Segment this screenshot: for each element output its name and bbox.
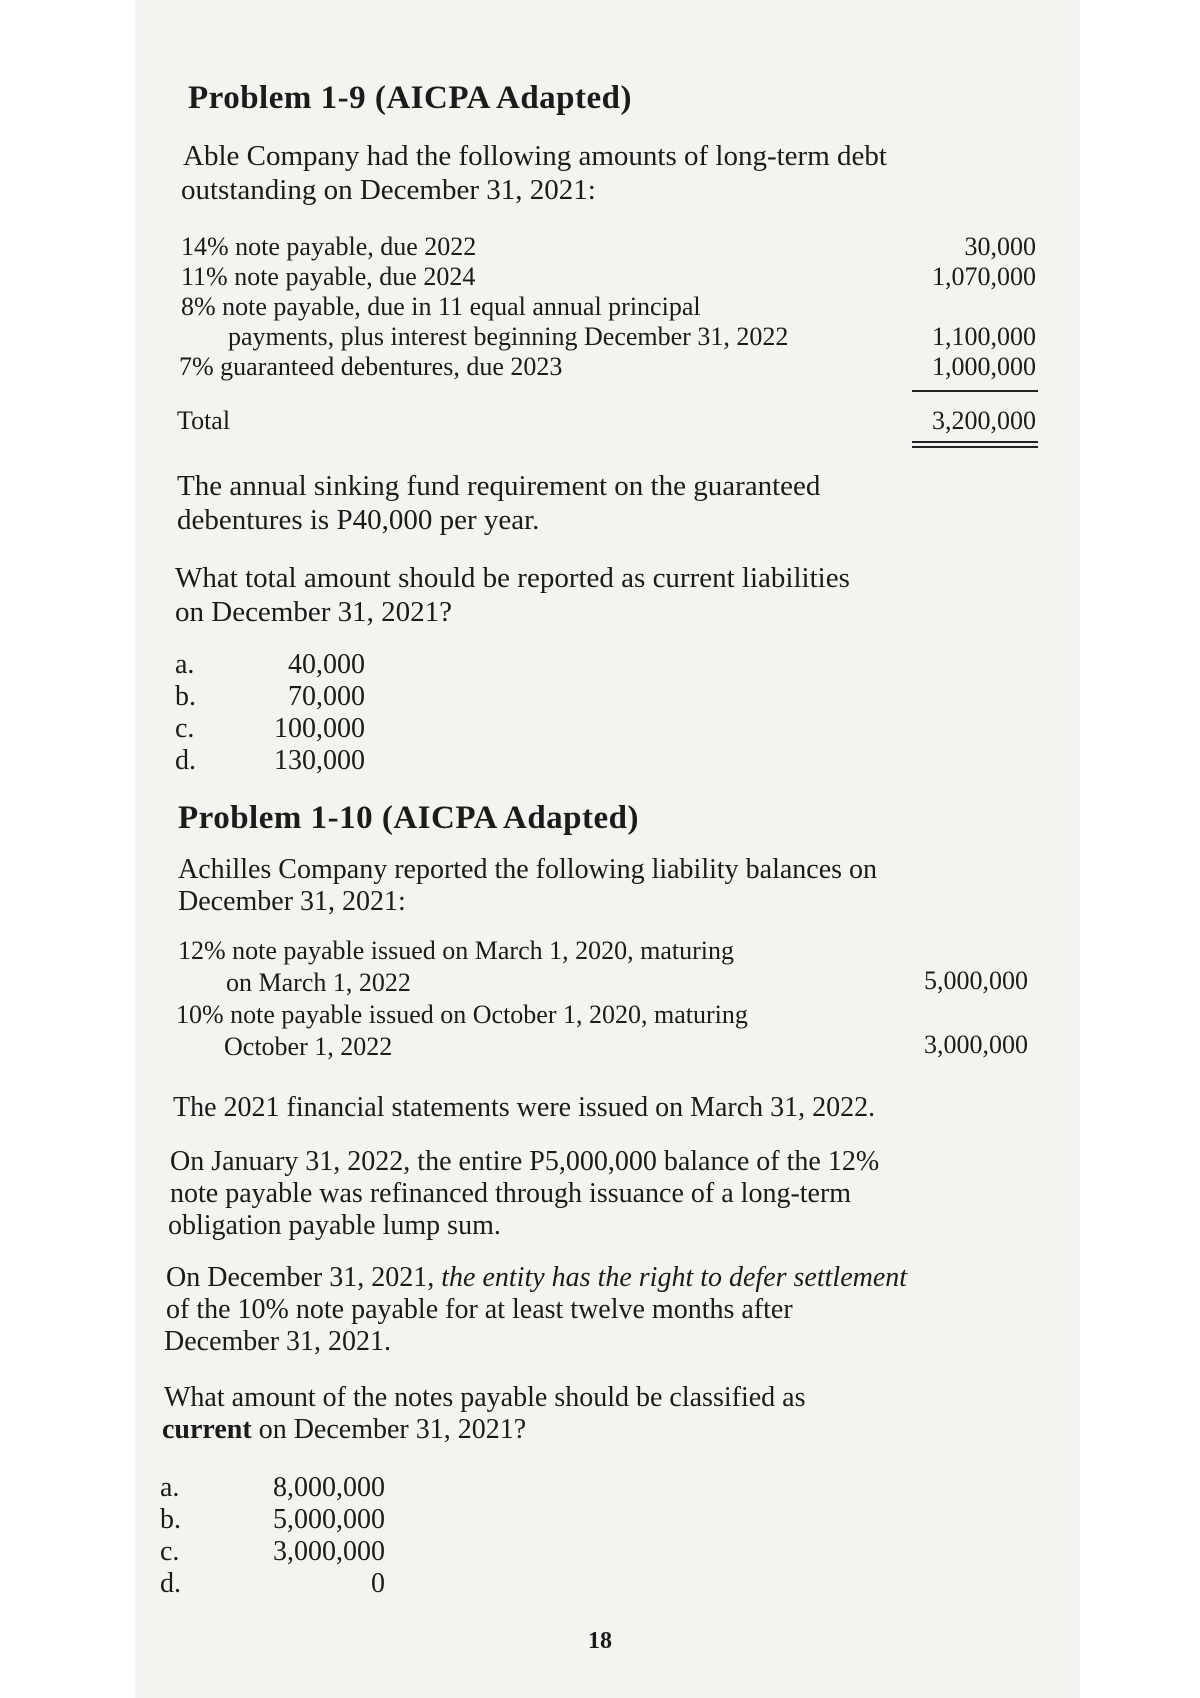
subtotal-rule xyxy=(912,390,1038,392)
total-label: Total xyxy=(177,406,231,435)
sinking-fund-line-1: The annual sinking fund requirement on the guaranteed xyxy=(177,470,821,502)
total-double-rule-top xyxy=(912,441,1038,443)
liability-item-label: 10% note payable issued on October 1, 2020, maturing xyxy=(176,1000,748,1029)
defer-line-3: December 31, 2021. xyxy=(164,1326,392,1357)
problem-1-9-title: Problem 1-9 (AICPA Adapted) xyxy=(188,80,633,116)
liability-item-label: on March 1, 2022 xyxy=(226,968,411,997)
debt-item-amount: 1,100,000 xyxy=(932,322,1036,351)
refinance-line-1: On January 31, 2022, the entire P5,000,000 balance of the 12% xyxy=(170,1146,880,1177)
debt-item-label: payments, plus interest beginning December 31, 2022 xyxy=(228,322,789,351)
problem-1-10-intro-line-2: December 31, 2021: xyxy=(178,886,406,917)
option-value: 8,000,000 xyxy=(273,1472,385,1503)
option-letter: c. xyxy=(175,713,195,744)
debt-item-label: 11% note payable, due 2024 xyxy=(181,262,476,291)
defer-line-2: of the 10% note payable for at least twelve months after xyxy=(166,1294,793,1325)
debt-item-label: 14% note payable, due 2022 xyxy=(181,232,477,261)
option-value: 0 xyxy=(371,1568,385,1599)
debt-item-amount: 1,070,000 xyxy=(932,262,1036,291)
question-1-10-line-1: What amount of the notes payable should be classified as xyxy=(164,1382,806,1413)
option-letter: d. xyxy=(160,1568,181,1599)
total-double-rule-bottom xyxy=(912,446,1038,448)
option-letter: b. xyxy=(160,1504,181,1535)
option-value: 130,000 xyxy=(274,745,365,776)
option-value: 5,000,000 xyxy=(273,1504,385,1535)
defer-line-1-prefix: On December 31, 2021, xyxy=(166,1262,442,1293)
debt-item-amount: 1,000,000 xyxy=(932,352,1036,381)
defer-line-1 xyxy=(166,1262,907,1294)
question-1-9-line-2: on December 31, 2021? xyxy=(175,596,453,628)
liability-item-amount: 5,000,000 xyxy=(924,966,1028,995)
problem-1-9-intro-line-1: Able Company had the following amounts of long-term debt xyxy=(183,140,887,172)
refinance-line-2: note payable was refinanced through issuance of a long-term xyxy=(170,1178,852,1209)
option-letter: a. xyxy=(160,1472,180,1503)
option-letter: d. xyxy=(175,745,196,776)
refinance-line-3: obligation payable lump sum. xyxy=(168,1210,501,1241)
option-value: 70,000 xyxy=(288,681,365,712)
option-value: 100,000 xyxy=(274,713,365,744)
option-letter: b. xyxy=(175,681,196,712)
problem-1-9-intro-line-2: outstanding on December 31, 2021: xyxy=(181,174,596,206)
page-number: 18 xyxy=(588,1628,612,1654)
debt-item-label: 7% guaranteed debentures, due 2023 xyxy=(179,352,563,381)
total-amount: 3,200,000 xyxy=(932,406,1036,435)
option-value: 3,000,000 xyxy=(273,1536,385,1567)
debt-item-label: 8% note payable, due in 11 equal annual principal xyxy=(181,292,701,321)
option-value: 40,000 xyxy=(288,649,365,680)
option-letter: a. xyxy=(175,649,195,680)
defer-line-1-italic: the entity has the right to defer settlement xyxy=(441,1262,908,1293)
liability-item-label: October 1, 2022 xyxy=(224,1032,393,1061)
problem-1-10-title: Problem 1-10 (AICPA Adapted) xyxy=(178,800,640,836)
liability-item-amount: 3,000,000 xyxy=(924,1030,1028,1059)
debt-item-amount: 30,000 xyxy=(964,232,1036,261)
question-1-10-rest: on December 31, 2021? xyxy=(251,1414,527,1445)
question-1-9-line-1: What total amount should be reported as current liabilities xyxy=(175,562,850,594)
sinking-fund-line-2: debentures is P40,000 per year. xyxy=(177,504,540,536)
option-letter: c. xyxy=(160,1536,180,1567)
problem-1-10-intro-line-1: Achilles Company reported the following liability balances on xyxy=(178,854,878,885)
statements-issued-date: The 2021 financial statements were issued on March 31, 2022. xyxy=(173,1092,876,1123)
liability-item-label: 12% note payable issued on March 1, 2020, maturing xyxy=(178,936,734,965)
question-1-10-bold-word: current xyxy=(162,1414,252,1445)
question-1-10-line-2 xyxy=(162,1414,526,1446)
